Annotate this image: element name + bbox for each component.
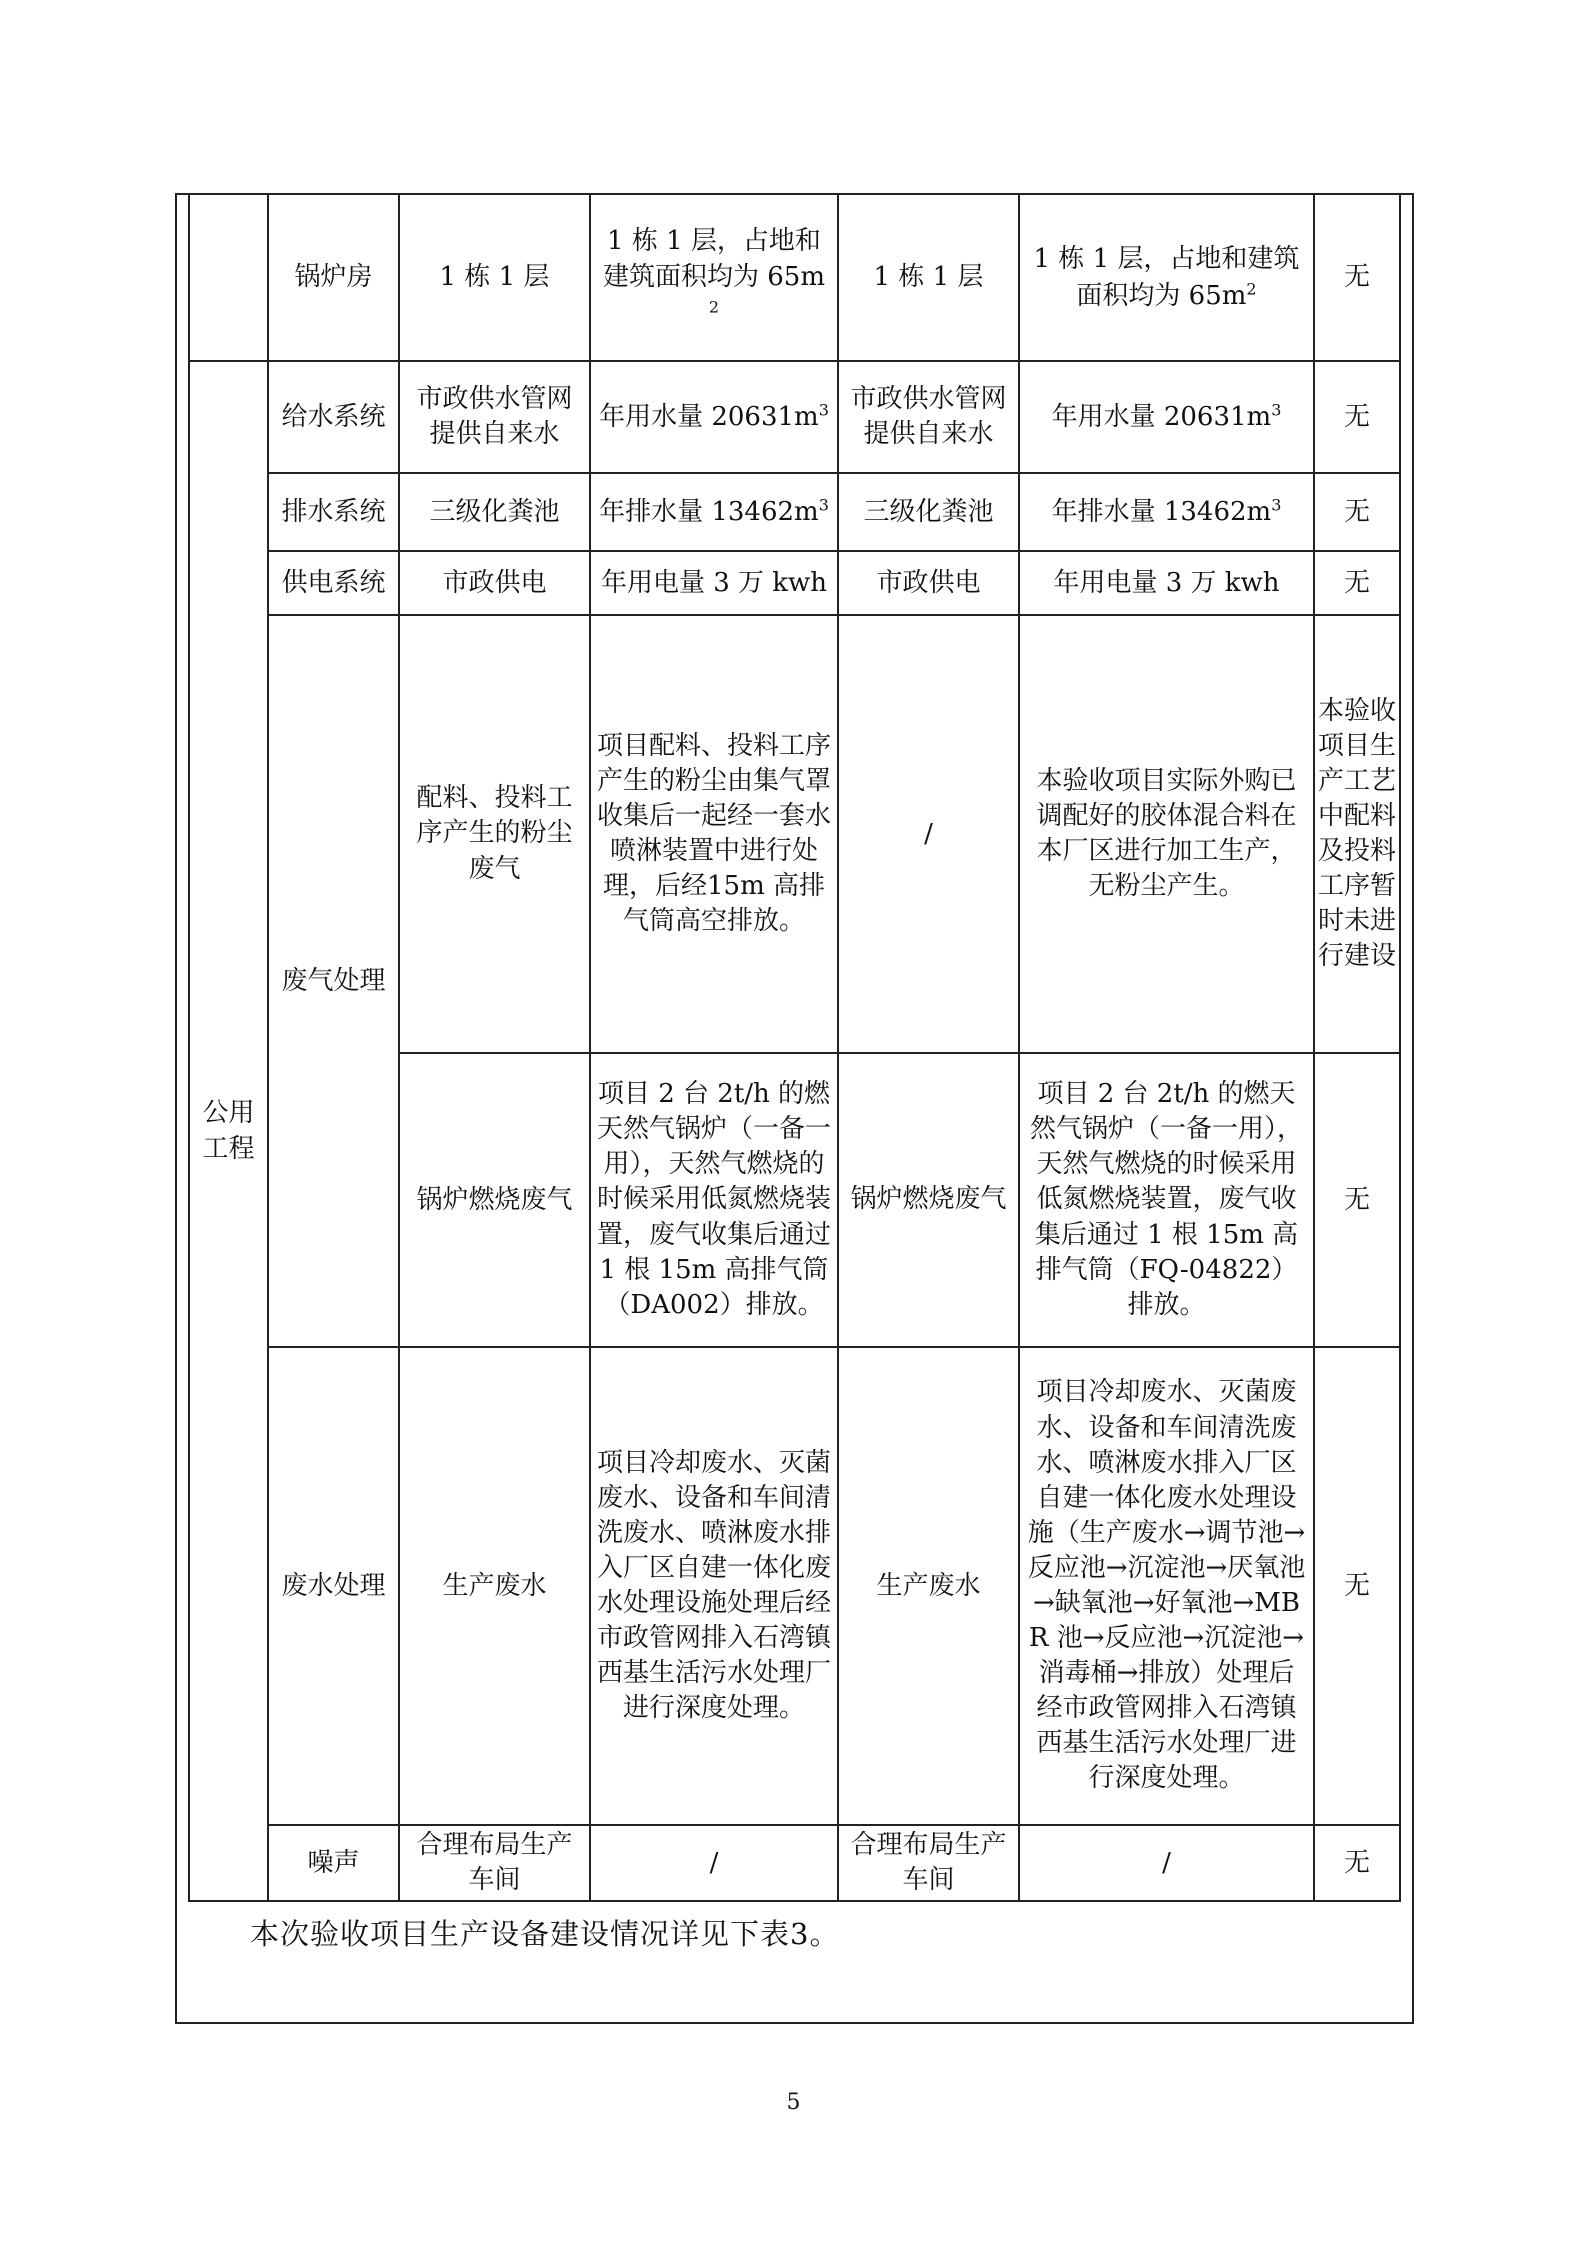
drainage-change: 无 — [1314, 473, 1400, 551]
wastewater-change: 无 — [1314, 1347, 1400, 1825]
drainage-actual-facility: 三级化粪池 — [838, 473, 1019, 551]
dust-change: 本验收项目生产工艺中配料及投料工序暂时未进行建设 — [1314, 615, 1400, 1053]
water-supply-change: 无 — [1314, 361, 1400, 473]
boiler-room-eia-scale: 1 栋 1 层 — [399, 194, 590, 361]
boiler-room-eia-detail: 1 栋 1 层，占地和建筑面积均为 $65m^2$ — [590, 194, 838, 361]
table-row — [189, 473, 1400, 551]
boiler-gas-type: 锅炉燃烧废气 — [399, 1053, 590, 1347]
noise-change: 无 — [1314, 1825, 1400, 1901]
boiler-room-actual-scale: 1 栋 1 层 — [838, 194, 1019, 361]
water-supply-name: 给水系统 — [268, 361, 399, 473]
wastewater-eia-measure: 项目冷却废水、灭菌废水、设备和车间清洗废水、喷淋废水排入厂区自建一体化废水处理设施处理后经市政管网排入石湾镇西基生活污水处理厂进行深度处理。 — [590, 1347, 838, 1825]
drainage-name: 排水系统 — [268, 473, 399, 551]
dust-actual-measure: 本验收项目实际外购已调配好的胶体混合料在本厂区进行加工生产，无粉尘产生。 — [1019, 615, 1314, 1053]
table-row — [189, 361, 1400, 473]
water-supply-actual-source: 市政供水管网提供自来水 — [838, 361, 1019, 473]
table-row — [189, 1825, 1400, 1901]
wastewater-type: 生产废水 — [399, 1347, 590, 1825]
table-row — [189, 551, 1400, 615]
page-number: 5 — [786, 2090, 801, 2115]
boiler-gas-change: 无 — [1314, 1053, 1400, 1347]
project-comparison-table — [188, 193, 1401, 1902]
drainage-eia-facility: 三级化粪池 — [399, 473, 590, 551]
dust-eia-measure: 项目配料、投料工序产生的粉尘由集气罩收集后一起经一套水喷淋装置中进行处理，后经15m 高排气筒高空排放。 — [590, 615, 838, 1053]
noise-actual-detail: / — [1019, 1825, 1314, 1901]
drainage-actual-amount: 年排水量 $13462m^3$ — [1019, 473, 1314, 551]
wastewater-actual-measure: 项目冷却废水、灭菌废水、设备和车间清洗废水、喷淋废水排入厂区自建一体化废水处理设施（生产废水→调节池→反应池→沉淀池→厌氧池→缺氧池→好氧池→MBR 池→反应池→沉淀池→消毒桶→排放）处理后经市政管网排入石湾镇西基生活污水处理厂进行深度处理。 — [1019, 1347, 1314, 1825]
power-actual-amount: 年用电量 3 万 kwh — [1019, 551, 1314, 615]
power-eia-amount: 年用电量 3 万 kwh — [590, 551, 838, 615]
public-category-cell — [189, 361, 268, 1901]
water-supply-eia-amount: 年用水量 $20631m^3$ — [590, 361, 838, 473]
noise-name: 噪声 — [268, 1825, 399, 1901]
power-eia-source: 市政供电 — [399, 551, 590, 615]
boiler-room-change: 无 — [1314, 194, 1400, 361]
boiler-gas-eia-measure: 项目 2 台 2t/h 的燃天然气锅炉（一备一用），天然气燃烧的时候采用低氮燃烧装置，废气收集后通过 1 根 15m 高排气筒（DA002）排放。 — [590, 1053, 838, 1347]
category-cell-blank — [189, 194, 268, 361]
power-change: 无 — [1314, 551, 1400, 615]
water-supply-eia-source: 市政供水管网提供自来水 — [399, 361, 590, 473]
waste-gas-name: 废气处理 — [268, 615, 399, 1347]
boiler-gas-actual-measure: 项目 2 台 2t/h 的燃天然气锅炉（一备一用），天然气燃烧的时候采用低氮燃烧装置，废气收集后通过 1 根 15m 高排气筒（FQ-04822）排放。 — [1019, 1053, 1314, 1347]
noise-eia-measure: 合理布局生产车间 — [399, 1825, 590, 1901]
water-supply-actual-amount: 年用水量 $20631m^3$ — [1019, 361, 1314, 473]
noise-actual-measure: 合理布局生产车间 — [838, 1825, 1019, 1901]
wastewater-name: 废水处理 — [268, 1347, 399, 1825]
power-actual-source: 市政供电 — [838, 551, 1019, 615]
table-row — [189, 1347, 1400, 1825]
table-row — [189, 615, 1400, 1053]
power-name: 供电系统 — [268, 551, 399, 615]
wastewater-actual-type: 生产废水 — [838, 1347, 1019, 1825]
noise-eia-detail: / — [590, 1825, 838, 1901]
boiler-room-name: 锅炉房 — [268, 194, 399, 361]
closing-paragraph: 本次验收项目生产设备建设情况详见下表3。 — [250, 1917, 840, 1951]
dust-actual-type: / — [838, 615, 1019, 1053]
drainage-eia-amount: 年排水量 $13462m^3$ — [590, 473, 838, 551]
boiler-gas-actual-type: 锅炉燃烧废气 — [838, 1053, 1019, 1347]
table-row — [189, 194, 1400, 361]
dust-type: 配料、投料工序产生的粉尘废气 — [399, 615, 590, 1053]
public-category-label: 公用工程 — [202, 1097, 255, 1165]
boiler-room-actual-detail: 1 栋 1 层，占地和建筑面积均为 $65m^2$ — [1019, 194, 1314, 361]
